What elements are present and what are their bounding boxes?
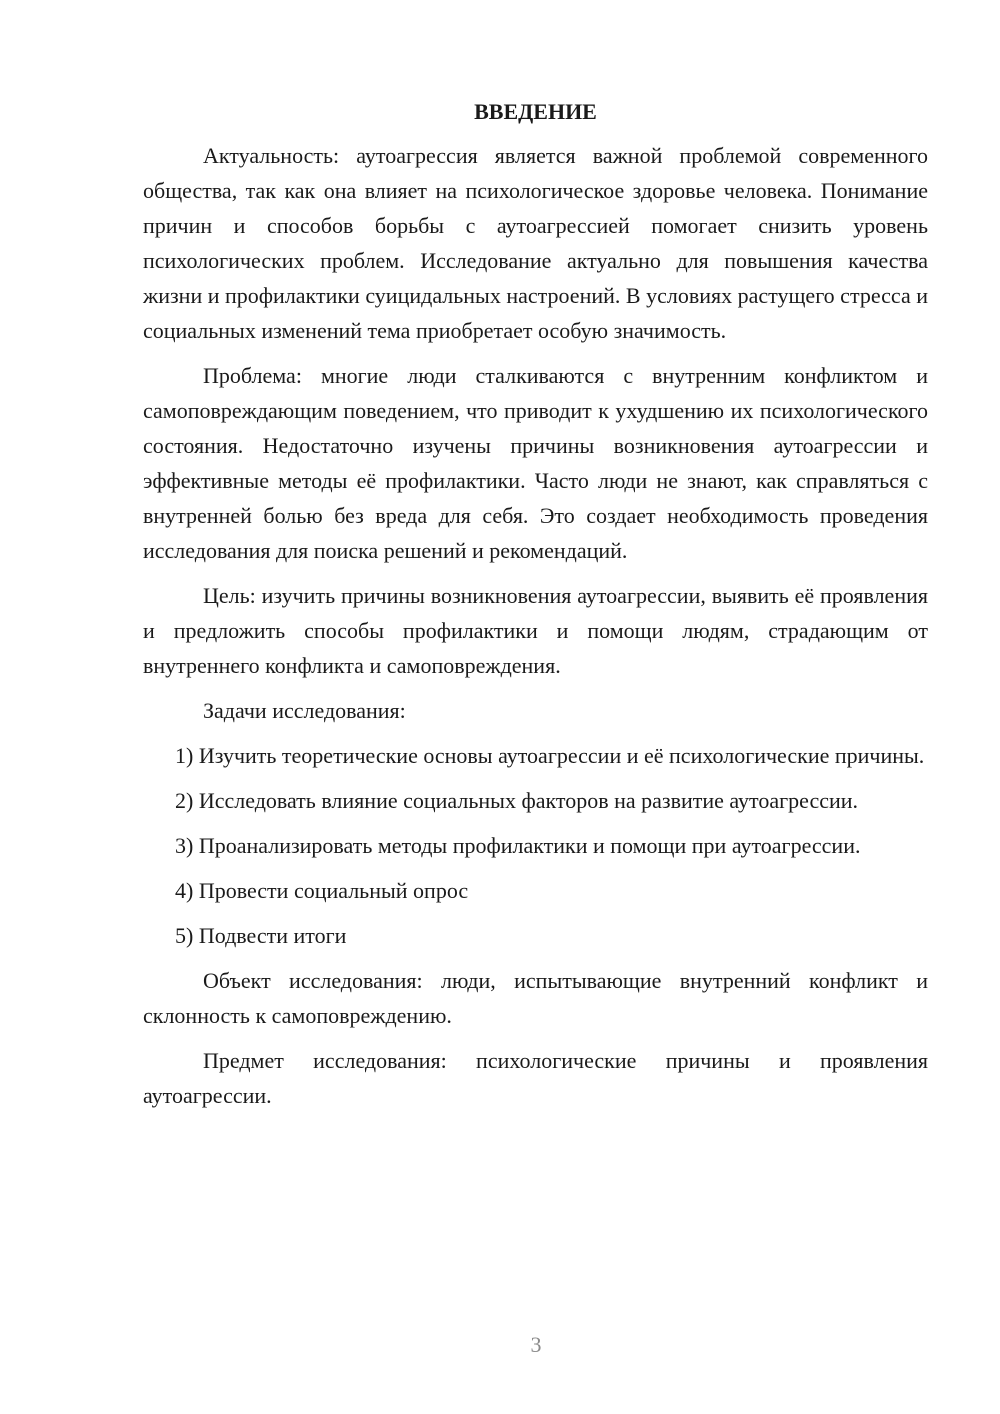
subject-paragraph: Предмет исследования: психологические причины и проявления аутоагрессии.	[143, 1048, 928, 1108]
task-item-5: 5) Подвести итоги	[175, 923, 347, 948]
task-item-2: 2) Исследовать влияние социальных факторов на развитие аутоагрессии.	[175, 788, 859, 813]
object-paragraph: Объект исследования: люди, испытывающие внутренний конфликт и склонность к самоповреждению.	[143, 968, 928, 1028]
problem-paragraph: Проблема: многие люди сталкиваются с внутренним конфликтом и самоповреждающим поведением, что приводит к ухудшению их психологического состояния. Недостаточно изучены причины возникновения аутоагрессии и эффективные методы её профилактики. Часто люди не знают, как справляться с внутренней болью без вреда для себя. Это создает необходимость проведения исследования для поиска решений и рекомендаций.	[143, 363, 928, 563]
page-content	[143, 95, 928, 1123]
section-title: ВВЕДЕНИЕ	[474, 99, 597, 124]
tasks-heading: Задачи исследования:	[203, 698, 406, 723]
relevance-paragraph: Актуальность: аутоагрессия является важной проблемой современного общества, так как она влияет на психологическое здоровье человека. Понимание причин и способов борьбы с аутоагрессией помогает снизить уровень психологических проблем. Исследование актуально для повышения качества жизни и профилактики суицидальных настроений. В условиях растущего стресса и социальных изменений тема приобретает особую значимость.	[143, 143, 928, 343]
goal-paragraph: Цель: изучить причины возникновения аутоагрессии, выявить её проявления и предложить способы профилактики и помощи людям, страдающим от внутреннего конфликта и самоповреждения.	[143, 583, 928, 678]
task-item-3: 3) Проанализировать методы профилактики и помощи при аутоагрессии.	[175, 833, 861, 858]
task-item-1: 1) Изучить теоретические основы аутоагрессии и её психологические причины.	[175, 743, 925, 768]
task-item-4: 4) Провести социальный опрос	[175, 878, 469, 903]
page-number: 3	[530, 1332, 542, 1357]
